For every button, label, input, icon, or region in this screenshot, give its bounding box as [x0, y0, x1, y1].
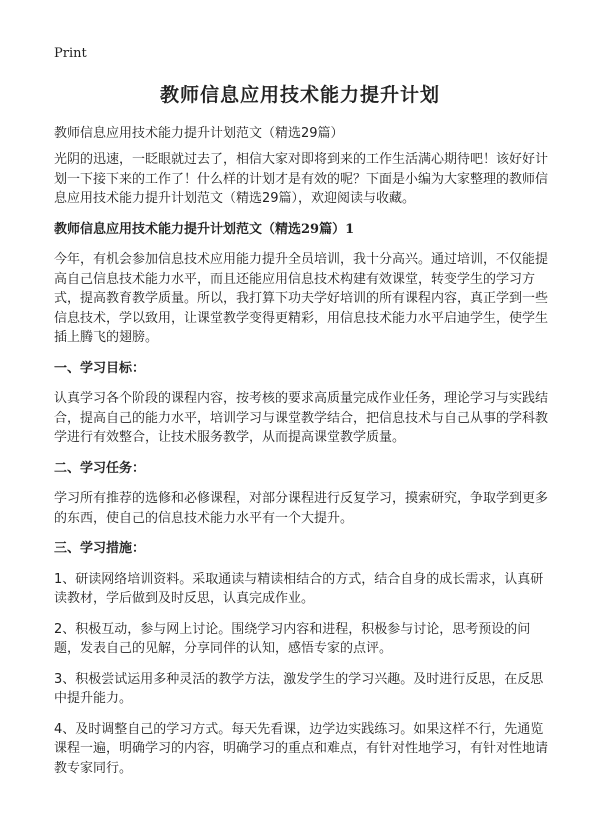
section-text-goals: 认真学习各个阶段的课程内容，按考核的要求高质量完成作业任务，理论学习与实践结合，提高自己的能力水平，培训学习与课堂教学结合，把信息技术与自己从事的学科教学进行有效整合，让技术服务教学，从而提高课堂教学质量。 [54, 391, 549, 445]
section-heading-tasks: 二、学习任务： [54, 460, 146, 476]
section-text-tasks: 学习所有推荐的选修和必修课程，对部分课程进行反复学习，摸索研究，争取学到更多的东西，使自己的信息技术能力水平有一个大提升。 [54, 491, 549, 526]
page-title: 教师信息应用技术能力提升计划 [159, 84, 440, 106]
section-heading-measures: 三、学习措施： [54, 541, 146, 556]
intro-paragraph: 光阴的迅速，一眨眼就过去了，相信大家对即将到来的工作生活满心期待吧！该好好计划一下接下来的工作了！什么样的计划才是有效的呢？下面是小编为大家整理的教师信息应用技术能力提升计划范文（精选29篇），欢迎阅读与收藏。 [54, 152, 549, 206]
article-body [54, 150, 548, 789]
measure-item-3: 3、积极尝试运用多种灵活的教学方法，激发学生的学习兴趣。及时进行反思，在反思中提升能力。 [54, 671, 544, 706]
print-link[interactable]: Print [54, 46, 87, 61]
measure-item-1: 1、研读网络培训资料。采取通读与精读相结合的方式，结合自身的成长需求，认真研读教材，学后做到及时反思，认真完成作业。 [54, 571, 544, 606]
section-heading-goals: 一、学习目标： [54, 360, 146, 376]
article-heading: 教师信息应用技术能力提升计划范文（精选29篇）1 [54, 221, 355, 237]
measure-item-4: 4、及时调整自己的学习方式。每天先看课，边学边实践练习。如果这样不行，先通览课程一遍，明确学习的内容，明确学习的重点和难点，有针对性地学习，有针对性地请教专家同行。 [54, 721, 549, 776]
article-intro-paragraph: 今年，有机会参加信息技术应用能力提升全员培训，我十分高兴。通过培训，不仅能提高自己信息技术能力水平，而且还能应用信息技术构建有效课堂，转变学生的学习方式，提高教育教学质量。所以，我打算下功夫学好培训的所有课程内容，真正学到一些信息技术，学以致用，让课堂教学变得更精彩，用信息技术能力水平启迪学生，使学生插上腾飞的翅膀。 [54, 252, 549, 345]
measure-item-2: 2、积极互动，参与网上讨论。围绕学习内容和进程，积极参与讨论，思考预设的问题，发表自己的见解，分享同伴的认知，感悟专家的点评。 [54, 621, 531, 656]
subtitle: 教师信息应用技术能力提升计划范文（精选29篇） [54, 126, 344, 141]
